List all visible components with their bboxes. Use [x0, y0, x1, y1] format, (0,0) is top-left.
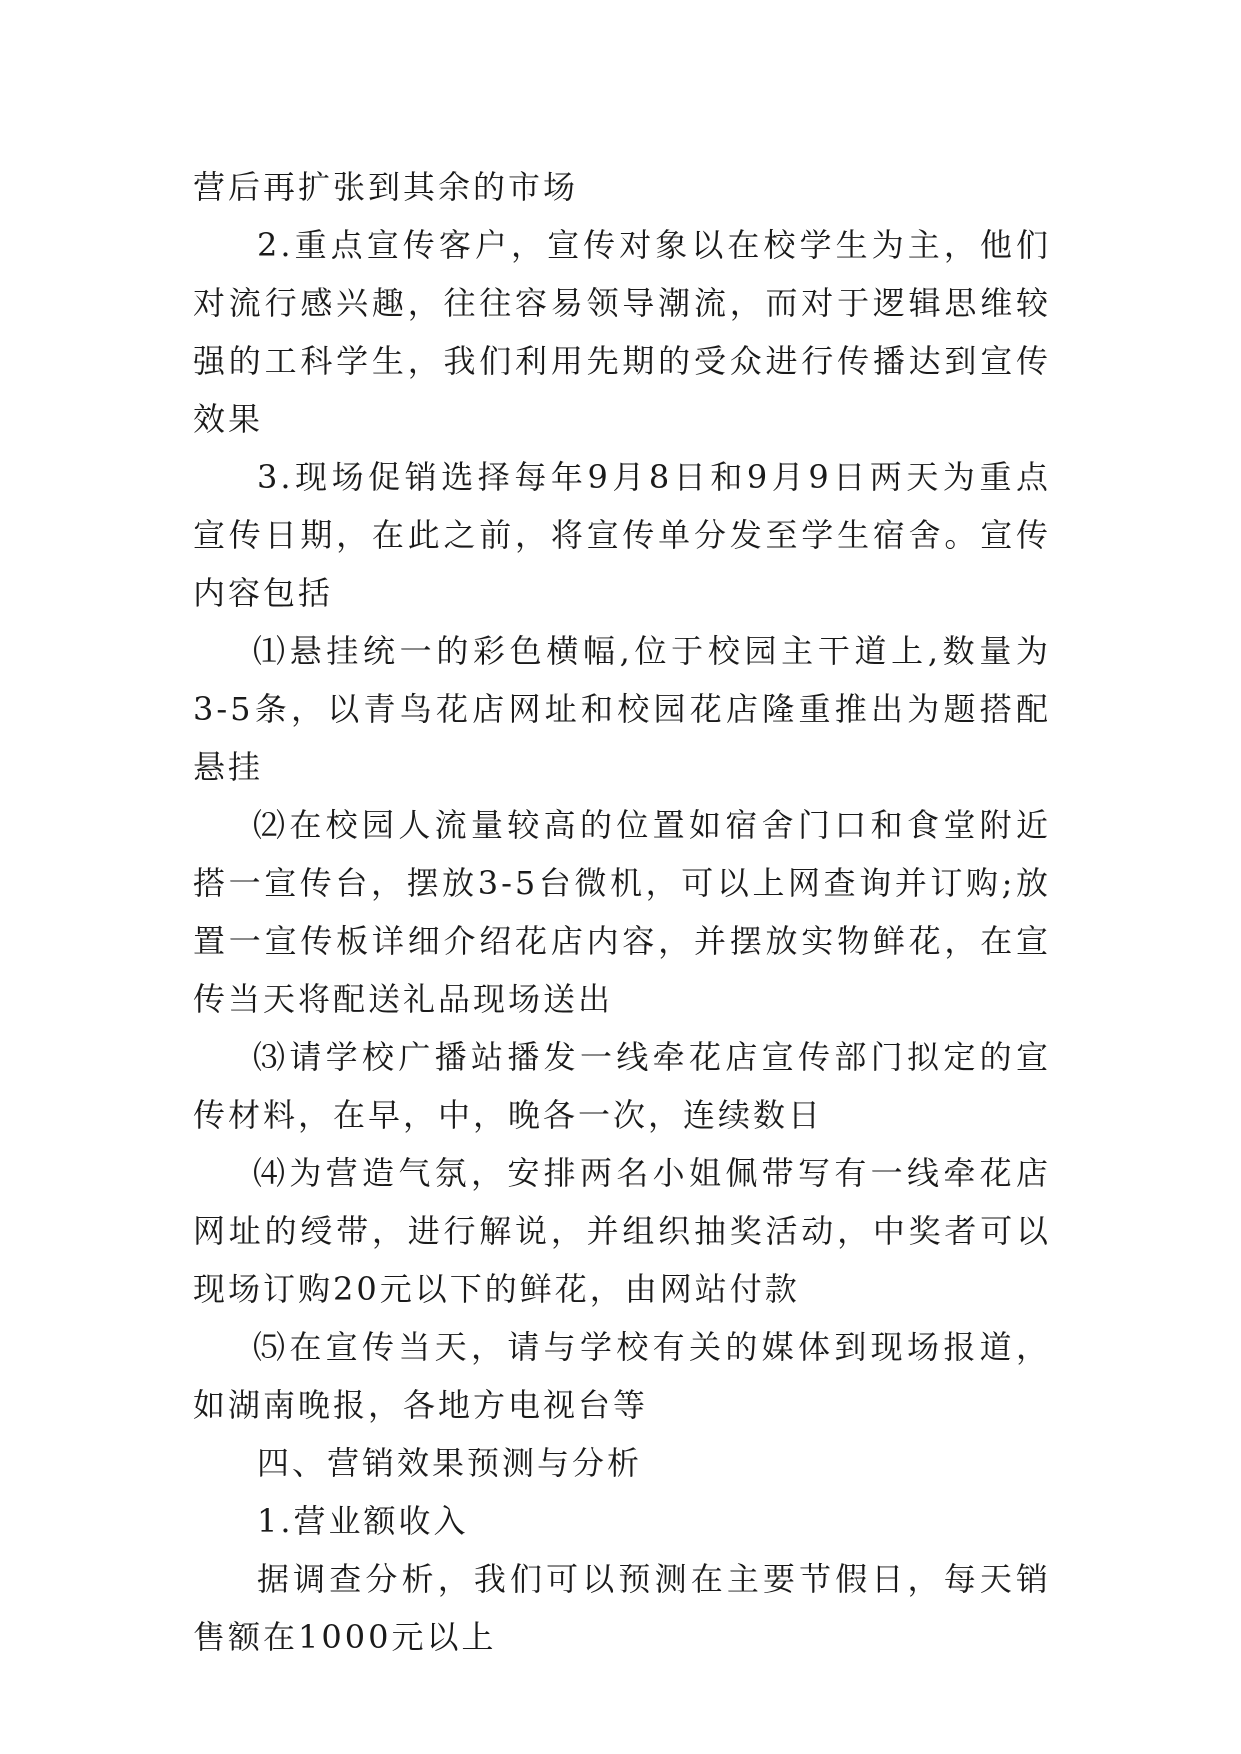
paragraph-key-customers: 2.重点宣传客户，宣传对象以在校学生为主，他们对流行感兴趣，往往容易领导潮流，而对于逻辑思维较强的工科学生，我们利用先期的受众进行传播达到宣传效果 — [193, 226, 1051, 438]
list-item-media: ⑸在宣传当天，请与学校有关的媒体到现场报道，如湖南晚报，各地方电视台等 — [193, 1328, 1051, 1424]
section-heading-forecast: 四、营销效果预测与分析 — [257, 1444, 643, 1482]
subsection-heading-revenue: 1.营业额收入 — [257, 1502, 469, 1540]
list-item-banners: ⑴悬挂统一的彩色横幅,位于校园主干道上,数量为3-5条，以青鸟花店网址和校园花店隆重推出为题搭配悬挂 — [193, 632, 1051, 786]
document-body — [193, 158, 1051, 1666]
list-item-atmosphere: ⑷为营造气氛，安排两名小姐佩带写有一线牵花店网址的绶带，进行解说，并组织抽奖活动，中奖者可以现场订购20元以下的鲜花，由网站付款 — [193, 1154, 1051, 1308]
list-item-booth: ⑵在校园人流量较高的位置如宿舍门口和食堂附近搭一宣传台，摆放3-5台微机，可以上网查询并订购;放置一宣传板详细介绍花店内容，并摆放实物鲜花，在宣传当天将配送礼品现场送出 — [193, 806, 1051, 1018]
paragraph-continuation: 营后再扩张到其余的市场 — [193, 168, 579, 206]
paragraph-onsite-promotion: 3.现场促销选择每年9月8日和9月9日两天为重点宣传日期，在此之前，将宣传单分发至学生宿舍。宣传内容包括 — [193, 458, 1051, 612]
list-item-broadcast: ⑶请学校广播站播发一线牵花店宣传部门拟定的宣传材料，在早，中，晚各一次，连续数日 — [193, 1038, 1051, 1134]
paragraph-revenue-forecast: 据调查分析，我们可以预测在主要节假日，每天销售额在1000元以上 — [193, 1560, 1051, 1656]
